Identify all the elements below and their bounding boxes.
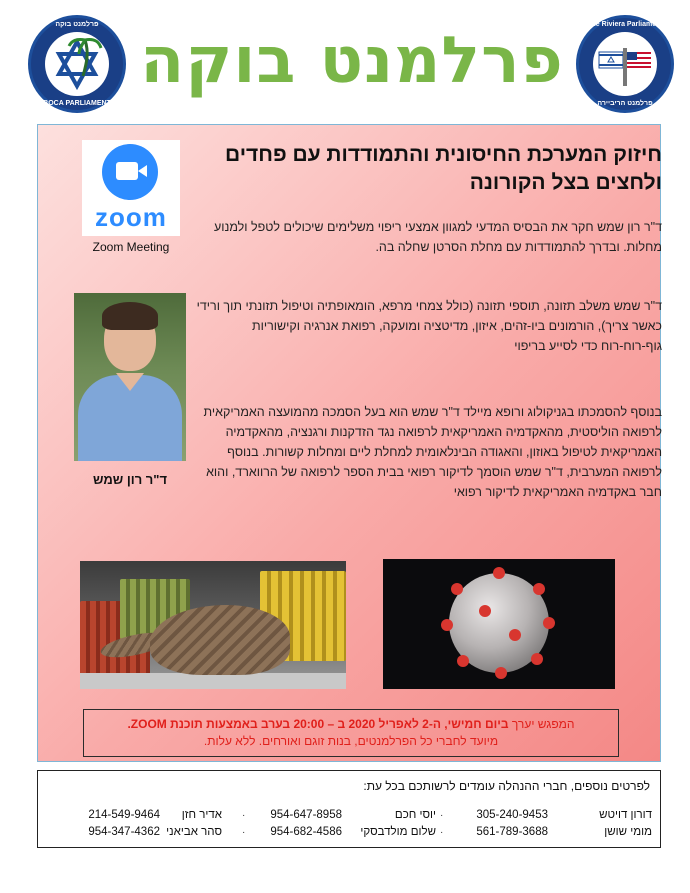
contact-phone: 561-789-3688 [476, 826, 548, 838]
contact-phone: 214-549-9464 [88, 809, 160, 821]
page-title: פרלמנט בוקה [140, 24, 564, 98]
contact-name: סהר אביאני [166, 826, 222, 838]
contact-phone: 954-647-8958 [270, 809, 342, 821]
logo-left-ring-top: פרלמנט בוקה [55, 21, 99, 28]
event-datetime: ביום חמישי, ה-2 לאפריל 2020 ב – 20:00 בערב באמצעות תוכנת ZOOM. [127, 717, 509, 731]
contact-name: שלום מולדבסקי [360, 826, 436, 838]
zoom-caption: Zoom Meeting [92, 240, 170, 254]
contact-name: דורון דויטש [599, 809, 652, 821]
separator-dot: · [242, 827, 246, 838]
logo-right-ring-bottom: פרלמנט הריביירה [597, 100, 653, 107]
speaker-name: ד"ר רון שמש [92, 472, 168, 487]
contact-name: מומי שושן [604, 826, 652, 838]
event-notice [83, 709, 619, 757]
crossed-flags-icon [593, 32, 657, 96]
article-paragraph-credentials: בנוסף להסמכתו בגניקולוג ורופא מיילד ד"ר שמש הוא בעל הסמכה מהמועצה האמריקאית לרפואה הוליסטית, מהאקדמיה האמריקאית לרפואה נגד הזדקנות ורגנציה, מהאקדמיה האמריקאית לטיפול באוזון, והאגודה הבינלאומית למחלת ליים ומחלות קשורות. בנוסף לרפואה המערבית, ד"ר שמש הוסמך לדיקור רפואי בבית הספר לרפואה של הרווארד, והוא חבר באקדמיה האמריקאית לדיקור רפואי [203, 405, 662, 499]
separator-dot: · [440, 827, 444, 838]
contact-name: אדיר חזן [181, 809, 222, 821]
zoom-camera-icon [102, 144, 158, 200]
contact-phone: 954-682-4586 [270, 826, 342, 838]
separator-dot: · [242, 810, 246, 821]
logo-left-ring-bottom: BOCA PARLIAMENT [43, 100, 111, 107]
event-notice-line2: מיועד לחברי כל הפרלמנטים, בנות זוגם ואורחים. ללא עלות. [203, 734, 499, 748]
contact-phone: 305-240-9453 [476, 809, 548, 821]
pangolin-photo [80, 561, 346, 689]
article-paragraph-methods: ד"ר שמש משלב תזונה, תוספי תזונה (כולל צמחי מרפא, הומאופתיה וטיפול תזונתי תוך ורידי כאשר צריך), הורמונים ביו-זהים, איזון, מדיטציה ומועקה, רפואת אנרגיה וקישוריות גוף-רוח-רוח כדי לסייע בריפוי [196, 299, 662, 353]
event-notice-prefix: המפגש יערך [508, 717, 575, 731]
riviera-parliament-logo [576, 15, 674, 113]
contact-phone: 954-347-4362 [88, 826, 160, 838]
contact-name: יוסי חכם [394, 809, 436, 821]
star-of-david-palm-icon [45, 32, 109, 96]
article-headline: חיזוק המערכת החיסונית והתמודדות עם פחדים ולחצים בצל הקורונה [225, 143, 662, 194]
speaker-portrait [74, 293, 186, 461]
zoom-wordmark: zoom [95, 202, 167, 232]
article-paragraph-intro: ד"ר רון שמש חקר את הבסיס המדעי למגוון אמצעי ריפוי משלימים שיכולים לטפל ולמנוע מחלות. ובדרך להתמודדות עם מחלת הסרטן שחלה בה. [213, 220, 662, 254]
coronavirus-photo [383, 559, 615, 689]
contacts-box [37, 770, 661, 848]
zoom-logo [82, 140, 180, 236]
contacts-heading: לפרטים נוספים, חברי ההנהלה עומדים לרשותכם בכל עת: [363, 779, 650, 793]
separator-dot: · [440, 810, 444, 821]
logo-right-ring-top: The Riviera Parliament [587, 21, 663, 28]
event-notice-line1 [84, 716, 618, 733]
boca-parliament-logo [28, 15, 126, 113]
